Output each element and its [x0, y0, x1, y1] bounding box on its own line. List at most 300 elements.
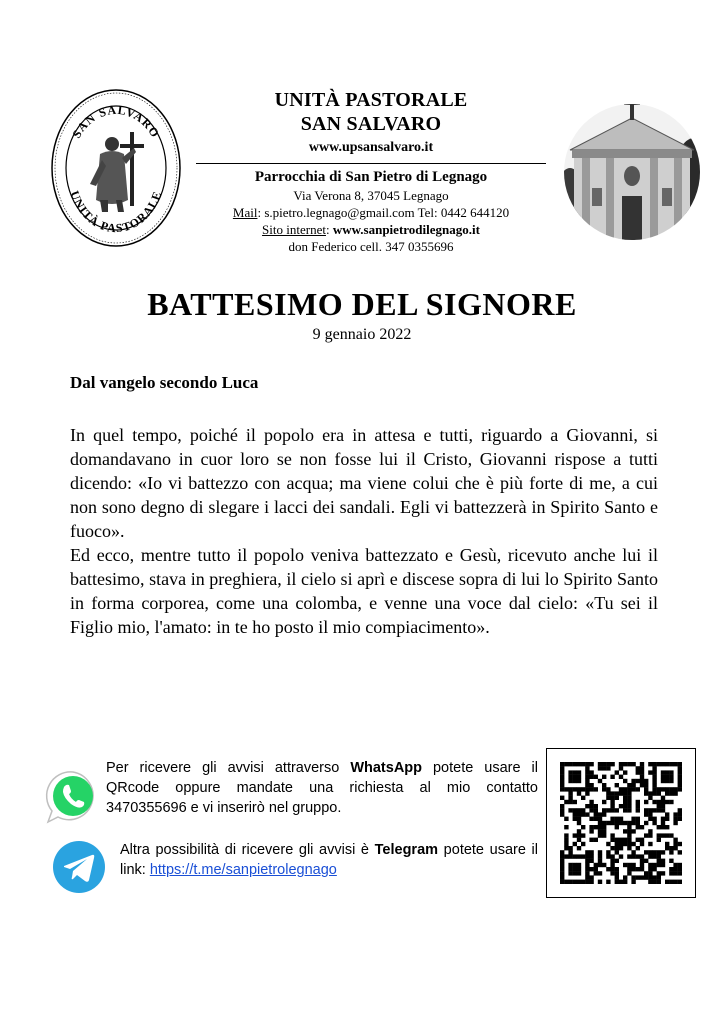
qr-module	[594, 787, 598, 791]
qr-module	[661, 779, 665, 783]
qr-module	[585, 770, 589, 774]
qr-module	[657, 859, 661, 863]
qr-module	[657, 808, 661, 812]
qr-module	[598, 871, 602, 875]
qr-module	[678, 817, 682, 821]
qr-module	[669, 779, 673, 783]
parish-name: Parrocchia di San Pietro di Legnago	[254, 169, 488, 185]
qr-module	[665, 775, 669, 779]
qr-module	[623, 804, 627, 808]
qr-module	[560, 871, 564, 875]
qr-module	[665, 787, 669, 791]
qr-module	[631, 829, 635, 833]
whatsapp-text-pre: Per ricevere gli avvisi attraverso	[106, 760, 351, 776]
seal-logo	[50, 88, 182, 248]
qr-module	[615, 825, 619, 829]
qr-module	[577, 775, 581, 779]
qr-module	[581, 787, 585, 791]
qr-module	[606, 796, 610, 800]
qr-module	[623, 791, 627, 795]
parish-address: Via Verona 8, 37045 Legnago	[293, 188, 449, 203]
qr-module	[602, 829, 606, 833]
qr-module	[610, 804, 614, 808]
qr-module	[631, 854, 635, 858]
qr-module	[602, 766, 606, 770]
qr-module	[640, 770, 644, 774]
qr-module	[610, 808, 614, 812]
qr-module	[602, 775, 606, 779]
qr-module	[589, 808, 593, 812]
qr-module	[631, 880, 635, 884]
qr-module	[657, 762, 661, 766]
qr-module	[652, 875, 656, 879]
qr-module	[627, 871, 631, 875]
qr-module	[589, 762, 593, 766]
qr-module	[640, 825, 644, 829]
qr-module	[619, 766, 623, 770]
qr-module	[644, 875, 648, 879]
unit-website[interactable]: www.upsansalvaro.it	[308, 140, 434, 155]
qr-module	[606, 787, 610, 791]
church-photo	[548, 88, 702, 240]
telegram-icon[interactable]	[52, 840, 106, 894]
qr-module	[644, 787, 648, 791]
qr-module	[589, 829, 593, 833]
qr-module	[678, 770, 682, 774]
qr-module	[627, 846, 631, 850]
qr-module	[594, 867, 598, 871]
qr-module	[606, 880, 610, 884]
qr-module	[627, 863, 631, 867]
qr-module	[602, 783, 606, 787]
qr-module	[673, 791, 677, 795]
gospel-paragraph-1: In quel tempo, poiché il popolo era in attesa e tutti, riguardo a Giovanni, si domandavano in cuor loro se non fosse lui il Cristo, Giovanni rispose a tutti dicendo: «Io vi battezzo con acqua; ma viene colui che è più forte di me, a cui non sono degno di slegare i lacci dei sandali. Egli vi battezzerà in Spirito Santo e fuoco».	[70, 425, 658, 541]
qr-module	[636, 821, 640, 825]
qr-module	[661, 808, 665, 812]
qr-module	[577, 787, 581, 791]
qr-module	[661, 859, 665, 863]
qr-module	[564, 838, 568, 842]
qr-module	[636, 846, 640, 850]
qr-module	[564, 846, 568, 850]
qr-module	[598, 812, 602, 816]
qr-module	[669, 867, 673, 871]
qr-module	[560, 859, 564, 863]
qr-module	[568, 787, 572, 791]
qr-module	[678, 775, 682, 779]
qr-module	[631, 875, 635, 879]
qr-module	[589, 880, 593, 884]
qr-module	[589, 787, 593, 791]
qr-module	[615, 791, 619, 795]
qr-module	[568, 800, 572, 804]
qr-module	[665, 880, 669, 884]
qr-module	[615, 867, 619, 871]
qr-module	[610, 871, 614, 875]
qr-module	[560, 812, 564, 816]
qr-module	[661, 825, 665, 829]
qr-module	[615, 846, 619, 850]
qr-module	[610, 867, 614, 871]
qr-module	[573, 812, 577, 816]
qr-module	[610, 859, 614, 863]
qr-module	[564, 880, 568, 884]
qr-module	[661, 863, 665, 867]
qr-module	[678, 787, 682, 791]
qr-module	[665, 779, 669, 783]
qr-module	[602, 808, 606, 812]
parish-mail-line	[196, 204, 546, 221]
qr-module	[640, 854, 644, 858]
qr-module	[640, 867, 644, 871]
qr-module	[631, 762, 635, 766]
qr-module	[573, 871, 577, 875]
qr-module	[568, 867, 572, 871]
qr-module	[594, 871, 598, 875]
qr-module	[657, 833, 661, 837]
qr-module	[560, 766, 564, 770]
qr-module	[585, 787, 589, 791]
qr-module	[615, 842, 619, 846]
qr-module	[573, 842, 577, 846]
qr-module	[581, 854, 585, 858]
qr-module	[644, 871, 648, 875]
qr-module	[585, 804, 589, 808]
qr-module	[652, 854, 656, 858]
qr-module	[657, 825, 661, 829]
qr-module	[573, 854, 577, 858]
qr-code-frame	[546, 748, 696, 898]
qr-module	[648, 875, 652, 879]
qr-module	[627, 791, 631, 795]
priest-contact: don Federico cell. 347 0355696	[288, 239, 454, 254]
qr-module	[631, 821, 635, 825]
qr-module	[568, 775, 572, 779]
qr-module	[581, 880, 585, 884]
qr-module	[615, 875, 619, 879]
qr-module	[640, 766, 644, 770]
qr-module	[568, 850, 572, 854]
qr-module	[573, 808, 577, 812]
qr-module	[665, 762, 669, 766]
qr-module	[577, 880, 581, 884]
qr-module	[564, 817, 568, 821]
qr-module	[665, 812, 669, 816]
qr-module	[678, 850, 682, 854]
qr-module	[627, 821, 631, 825]
qr-module	[619, 791, 623, 795]
qr-module	[669, 871, 673, 875]
qr-module	[610, 846, 614, 850]
qr-module	[652, 800, 656, 804]
qr-module	[577, 762, 581, 766]
qr-module	[615, 770, 619, 774]
qr-module	[640, 779, 644, 783]
gospel-text	[70, 423, 658, 639]
qr-module	[589, 804, 593, 808]
qr-module	[589, 783, 593, 787]
page-title: BATTESIMO DEL SIGNORE	[147, 286, 577, 322]
qr-module	[657, 787, 661, 791]
qr-module	[568, 808, 572, 812]
qr-module	[669, 787, 673, 791]
qr-module	[661, 833, 665, 837]
qr-module	[589, 867, 593, 871]
qr-module	[678, 871, 682, 875]
qr-module	[615, 796, 619, 800]
qr-module	[581, 825, 585, 829]
qr-module	[648, 833, 652, 837]
qr-module	[623, 787, 627, 791]
qr-module	[577, 854, 581, 858]
qr-module	[606, 766, 610, 770]
qr-module	[678, 812, 682, 816]
qr-module	[652, 770, 656, 774]
whatsapp-icon[interactable]	[44, 768, 102, 826]
qr-module	[594, 825, 598, 829]
qr-module	[577, 791, 581, 795]
qr-module	[619, 842, 623, 846]
qr-module	[568, 796, 572, 800]
qr-module	[564, 854, 568, 858]
qr-module	[564, 825, 568, 829]
qr-module	[581, 796, 585, 800]
qr-module	[673, 842, 677, 846]
qr-module	[610, 833, 614, 837]
qr-module	[657, 880, 661, 884]
qr-module	[648, 762, 652, 766]
qr-module	[644, 859, 648, 863]
qr-module	[673, 863, 677, 867]
qr-module	[648, 812, 652, 816]
qr-module	[678, 863, 682, 867]
qr-module	[623, 821, 627, 825]
qr-module	[615, 850, 619, 854]
qr-module	[602, 787, 606, 791]
qr-module	[568, 880, 572, 884]
qr-module	[602, 825, 606, 829]
qr-module	[564, 833, 568, 837]
qr-module	[631, 787, 635, 791]
qr-module	[623, 762, 627, 766]
qr-module	[573, 833, 577, 837]
qr-module	[581, 842, 585, 846]
qr-module	[636, 804, 640, 808]
qr-module	[619, 804, 623, 808]
qr-module	[644, 800, 648, 804]
qr-module	[661, 804, 665, 808]
qr-module	[623, 808, 627, 812]
qr-module	[598, 833, 602, 837]
qr-module	[673, 867, 677, 871]
qr-module	[657, 791, 661, 795]
qr-module	[665, 770, 669, 774]
qr-module	[652, 808, 656, 812]
qr-module	[581, 762, 585, 766]
qr-module	[568, 762, 572, 766]
qr-module	[648, 808, 652, 812]
qr-module	[661, 800, 665, 804]
qr-module	[619, 821, 623, 825]
qr-module	[627, 804, 631, 808]
qr-module	[585, 875, 589, 879]
qr-module	[577, 863, 581, 867]
qr-module	[623, 800, 627, 804]
qr-module	[623, 779, 627, 783]
qr-module	[644, 821, 648, 825]
qr-module	[657, 838, 661, 842]
whatsapp-name: WhatsApp	[350, 760, 422, 776]
qr-module	[619, 846, 623, 850]
qr-module	[560, 850, 564, 854]
qr-module	[640, 783, 644, 787]
qr-module	[610, 863, 614, 867]
qr-module	[636, 838, 640, 842]
qr-module	[669, 859, 673, 863]
qr-module	[640, 875, 644, 879]
qr-module	[627, 842, 631, 846]
qr-module	[665, 846, 669, 850]
qr-module	[669, 775, 673, 779]
qr-module	[560, 808, 564, 812]
qr-module	[619, 775, 623, 779]
qr-module	[636, 817, 640, 821]
qr-module	[568, 770, 572, 774]
qr-module	[661, 821, 665, 825]
qr-module	[560, 880, 564, 884]
qr-module	[598, 859, 602, 863]
qr-module	[585, 779, 589, 783]
qr-module	[619, 854, 623, 858]
qr-module	[644, 833, 648, 837]
qr-module	[640, 863, 644, 867]
qr-module	[598, 766, 602, 770]
qr-module	[615, 821, 619, 825]
qr-module	[657, 804, 661, 808]
qr-module	[577, 829, 581, 833]
qr-module	[648, 770, 652, 774]
qr-module	[585, 791, 589, 795]
qr-module	[631, 842, 635, 846]
qr-module	[610, 821, 614, 825]
qr-module	[661, 770, 665, 774]
qr-module	[606, 791, 610, 795]
qr-module	[648, 829, 652, 833]
qr-module	[648, 791, 652, 795]
qr-module	[560, 804, 564, 808]
qr-module	[673, 817, 677, 821]
qr-module	[573, 817, 577, 821]
qr-module	[661, 787, 665, 791]
qr-module	[673, 880, 677, 884]
qr-module	[594, 804, 598, 808]
qr-module	[594, 838, 598, 842]
qr-module	[606, 850, 610, 854]
qr-module	[623, 838, 627, 842]
site-label: Sito internet	[262, 222, 326, 237]
qr-module	[652, 817, 656, 821]
qr-module	[615, 808, 619, 812]
gospel-heading: Dal vangelo secondo Luca	[70, 373, 259, 392]
qr-module	[602, 863, 606, 867]
qr-module	[652, 762, 656, 766]
qr-module	[589, 850, 593, 854]
qr-module	[657, 800, 661, 804]
qr-module	[623, 770, 627, 774]
qr-module	[627, 833, 631, 837]
header-block	[196, 88, 546, 255]
qr-module	[657, 863, 661, 867]
parish-website[interactable]: www.sanpietrodilegnago.it	[332, 222, 480, 237]
qr-module	[585, 863, 589, 867]
mail-value[interactable]: : s.pietro.legnago@gmail.com Tel: 0442 644120	[257, 205, 510, 220]
qr-module	[585, 867, 589, 871]
telegram-name: Telegram	[374, 842, 439, 858]
qr-module	[560, 762, 564, 766]
qr-module	[678, 808, 682, 812]
qr-module	[648, 880, 652, 884]
qr-module	[594, 775, 598, 779]
qr-module	[598, 821, 602, 825]
qr-module	[589, 817, 593, 821]
qr-module	[631, 863, 635, 867]
qr-module	[631, 779, 635, 783]
qr-module	[577, 838, 581, 842]
telegram-link[interactable]: https://t.me/sanpietrolegnago	[149, 862, 337, 878]
gospel-paragraph-2: Ed ecco, mentre tutto il popolo veniva battezzato e Gesù, ricevuto anche lui il battesimo, stava in preghiera, il cielo si aprì e discese sopra di lui lo Spirito Santo in forma corporea, come una colomba, e venne una voce dal cielo: «Tu sei il Figlio mio, l'amato: in te ho posto il mio compiacimento».	[70, 545, 658, 637]
qr-module	[673, 871, 677, 875]
qr-module	[610, 817, 614, 821]
qr-module	[648, 850, 652, 854]
qr-module	[665, 842, 669, 846]
qr-module	[585, 850, 589, 854]
qr-module	[577, 770, 581, 774]
qr-module	[636, 770, 640, 774]
qr-module	[665, 791, 669, 795]
qr-module	[585, 880, 589, 884]
qr-module	[585, 783, 589, 787]
qr-module	[602, 833, 606, 837]
qr-module	[589, 859, 593, 863]
qr-module	[606, 808, 610, 812]
qr-module	[598, 850, 602, 854]
qr-module	[631, 850, 635, 854]
qr-module	[665, 817, 669, 821]
qr-module	[636, 766, 640, 770]
qr-module	[652, 787, 656, 791]
qr-module	[623, 796, 627, 800]
qr-module	[615, 880, 619, 884]
qr-module	[610, 762, 614, 766]
qr-module	[678, 880, 682, 884]
qr-module	[577, 808, 581, 812]
qr-module	[615, 783, 619, 787]
qr-module	[661, 871, 665, 875]
qr-module	[673, 787, 677, 791]
qr-module	[623, 863, 627, 867]
qr-module	[652, 867, 656, 871]
qr-module	[606, 867, 610, 871]
qr-module	[577, 779, 581, 783]
qr-module	[573, 867, 577, 871]
page-date: 9 gennaio 2022	[312, 326, 412, 343]
qr-module	[678, 779, 682, 783]
qr-code[interactable]	[547, 749, 695, 897]
qr-module	[669, 880, 673, 884]
qr-module	[568, 871, 572, 875]
qr-module	[568, 791, 572, 795]
qr-module	[627, 867, 631, 871]
